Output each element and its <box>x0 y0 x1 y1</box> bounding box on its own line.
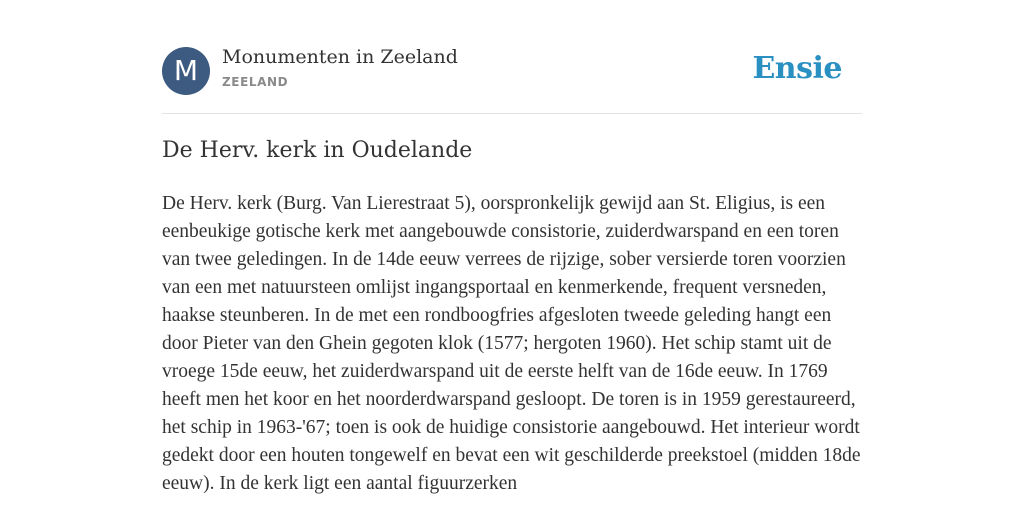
site-category-link[interactable]: ZEELAND <box>222 75 289 89</box>
divider <box>162 113 862 114</box>
page <box>162 0 862 512</box>
site-title-link[interactable]: Monumenten in Zeeland <box>222 46 458 68</box>
brand-logo[interactable]: Ensie <box>752 51 842 86</box>
article-body: De Herv. kerk (Burg. Van Lierestraat 5), oorspronkelijk gewijd aan St. Eligius, is een eenbeukige gotische kerk met aangebouwde consistorie, zuiderdwarspand en een toren van twee geledingen. In de 14de eeuw verrees de rijzige, sober versierde toren voorzien van een met natuursteen omlijst ingangsportaal en kenmerkende, frequent versneden, haakse steunberen. In de met een rondboogfries afgesloten tweede geleding hangt een door Pieter van den Ghein gegoten klok (1577; hergoten 1960). Het schip stamt uit de vroege 15de eeuw, het zuiderdwarspand uit de eerste helft van de 16de eeuw. In 1769 heeft men het koor en het noorderdwarspand gesloopt. De toren is in 1959 gerestaureerd, het schip in 1963-'67; toen is ook de huidige consistorie aangebouwd. Het interieur wordt gedekt door een houten tongewelf en bevat een wit geschilderde preekstoel (midden 18de eeuw). In de kerk ligt een aantal figuurzerken <box>162 193 861 494</box>
avatar[interactable]: M <box>162 47 210 95</box>
header <box>162 47 862 95</box>
article-title: De Herv. kerk in Oudelande <box>162 138 473 163</box>
